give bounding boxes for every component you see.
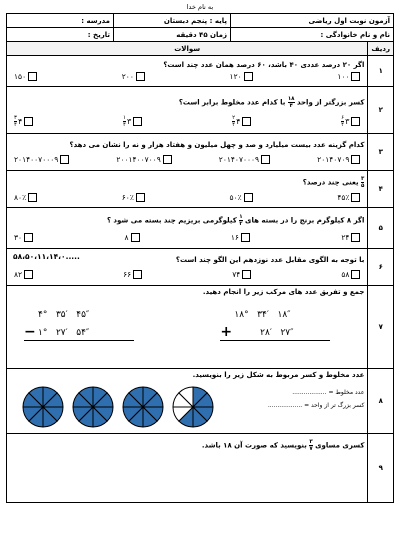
option[interactable]: ۱۲۰ [230, 72, 253, 81]
checkbox[interactable] [351, 117, 360, 126]
question-text: کسر بزرگتر از واحد [296, 98, 365, 106]
checkbox[interactable] [242, 117, 251, 126]
question-text: با توجه به الگوی مقابل عدد نوزدهم این الگو چند است؟ [175, 255, 365, 264]
question-text: کیلوگرمی بریزیم چند بسته می شود ؟ [106, 216, 237, 225]
option[interactable]: ۴ $\frac{۳}{۴}$ [14, 115, 33, 128]
question-text: اگر ۸ کیلوگرم برنج را در بسته های [245, 216, 365, 225]
option[interactable]: ۵۸ [341, 270, 360, 279]
option[interactable]: ۲۰۱۴۰۷۰۰۰۹ [219, 155, 270, 164]
fraction: $\frac{۱}{۲}$ [239, 214, 243, 227]
checkbox[interactable] [244, 193, 253, 202]
option[interactable]: ۴ $\frac{۲}{۴}$ [232, 115, 251, 128]
header-title: به نام خدا [186, 3, 214, 11]
option[interactable]: ۱۰۰ [337, 72, 360, 81]
question-text: جمع و تفریق عدد های مرکب زیر را انجام دهید. [202, 288, 365, 296]
pie-full-2 [71, 385, 115, 429]
checkbox[interactable] [351, 233, 360, 242]
option[interactable]: ۷۴ [232, 270, 251, 279]
question-number: ۸ [368, 369, 394, 434]
option[interactable]: ۲۴ [341, 233, 360, 242]
checkbox[interactable] [28, 72, 37, 81]
checkbox[interactable] [351, 193, 360, 202]
question-number: ۹ [368, 434, 394, 503]
question-text: عدد مخلوط و کسر مربوط به شکل زیر را بنویسید. [192, 371, 365, 379]
checkbox[interactable] [163, 155, 172, 164]
questions-column-header: سوالات [7, 42, 368, 56]
checkbox[interactable] [133, 270, 142, 279]
option[interactable]: ۲۰۰۱۴۰۰۷۰۰۹ [116, 155, 171, 164]
question-number: ۴ [368, 171, 394, 208]
question-number: ۳ [368, 134, 394, 171]
checkbox[interactable] [351, 155, 360, 164]
option[interactable]: ۶۶ [123, 270, 142, 279]
time-cell: زمان ۴۵ دقیقه [114, 28, 231, 42]
option[interactable]: ۸ [124, 233, 139, 242]
question-number: ۷ [368, 286, 394, 369]
question-text: کسری مساوی [315, 441, 365, 450]
option[interactable]: ۳ $\frac{۱}{۴}$ [123, 115, 142, 128]
question-text: اگر ۲۰ درصد عددی ۴۰ باشد، ۶۰ درصد همان عدد چند است؟ [163, 61, 365, 69]
pie-partial [171, 385, 215, 429]
option[interactable]: ۲۰۱۴۰۰۷۰۰۰۹ [14, 155, 69, 164]
checkbox[interactable] [241, 233, 250, 242]
improper-fraction-label: کسر بزرگ تر از واحد = .................. [267, 402, 365, 409]
option[interactable]: ۶۰٪ [122, 193, 145, 202]
exam-title: آزمون نوبت اول ریاضی [231, 14, 394, 28]
question-text: یعنی چند درصد؟ [302, 178, 359, 187]
checkbox[interactable] [131, 233, 140, 242]
fraction: $\frac{۱۸}{۴}$ [287, 95, 295, 109]
checkbox[interactable] [60, 155, 69, 164]
subtraction-problem: − ۴° ۳۵′ ۴۵″ ۱° ۲۷′ ۵۴″ [24, 304, 154, 352]
checkbox[interactable] [28, 193, 37, 202]
question-number: ۵ [368, 208, 394, 249]
student-name-cell: نام و نام خانوادگی : [231, 28, 394, 42]
pie-full-3 [121, 385, 165, 429]
question-number: ۱ [368, 56, 394, 87]
option[interactable]: ۳ $\frac{۶}{۴}$ [341, 115, 360, 128]
grade-cell: پایه : پنجم دبستان [114, 14, 231, 28]
checkbox[interactable] [351, 72, 360, 81]
checkbox[interactable] [242, 270, 251, 279]
checkbox[interactable] [133, 117, 142, 126]
question-text: با کدام عدد مخلوط برابر است؟ [178, 98, 286, 106]
option[interactable]: ۲۰۰ [122, 72, 145, 81]
question-text: بنویسید که صورت آن ۱۸ باشد. [201, 441, 307, 450]
question-text: کدام گزینه عدد بیست میلیارد و صد و چهل میلیون و هفتاد هزار و نه را نشان می دهد؟ [69, 140, 365, 149]
pie-figures [21, 385, 215, 429]
checkbox[interactable] [351, 270, 360, 279]
checkbox[interactable] [136, 72, 145, 81]
option[interactable]: ۴۵٪ [337, 193, 360, 202]
pie-full-1 [21, 385, 65, 429]
school-cell: مدرسه : [7, 14, 114, 28]
date-cell: تاریخ : [7, 28, 114, 42]
option[interactable]: ۸۰٪ [14, 193, 37, 202]
row-column-header: ردیف [368, 42, 394, 56]
option[interactable]: ۲۰۱۴۰۷۰۹ [317, 155, 360, 164]
fraction: $\frac{۳}{۵}$ [361, 176, 365, 189]
option[interactable]: ۳۰ [14, 233, 33, 242]
checkbox[interactable] [136, 193, 145, 202]
option[interactable]: ۸۲ [14, 270, 33, 279]
option[interactable]: ۱۵۰ [14, 72, 37, 81]
exam-sheet [6, 13, 394, 503]
checkbox[interactable] [244, 72, 253, 81]
checkbox[interactable] [24, 270, 33, 279]
option[interactable]: ۱۶ [231, 233, 250, 242]
checkbox[interactable] [24, 117, 33, 126]
number-sequence: ۵۸،۵۰،۱۱،۱۴،۰..... [13, 252, 80, 261]
question-number: ۶ [368, 249, 394, 286]
question-number: ۲ [368, 87, 394, 134]
checkbox[interactable] [24, 233, 33, 242]
mixed-number-label: عدد مخلوط = .................. [292, 389, 365, 396]
option[interactable]: ۵۰٪ [230, 193, 253, 202]
addition-problem: + ۱۸° ۳۴′ ۱۸″ ۲۸′ ۲۷″ [220, 304, 350, 352]
fraction: $\frac{۳}{۷}$ [309, 439, 313, 452]
checkbox[interactable] [261, 155, 270, 164]
